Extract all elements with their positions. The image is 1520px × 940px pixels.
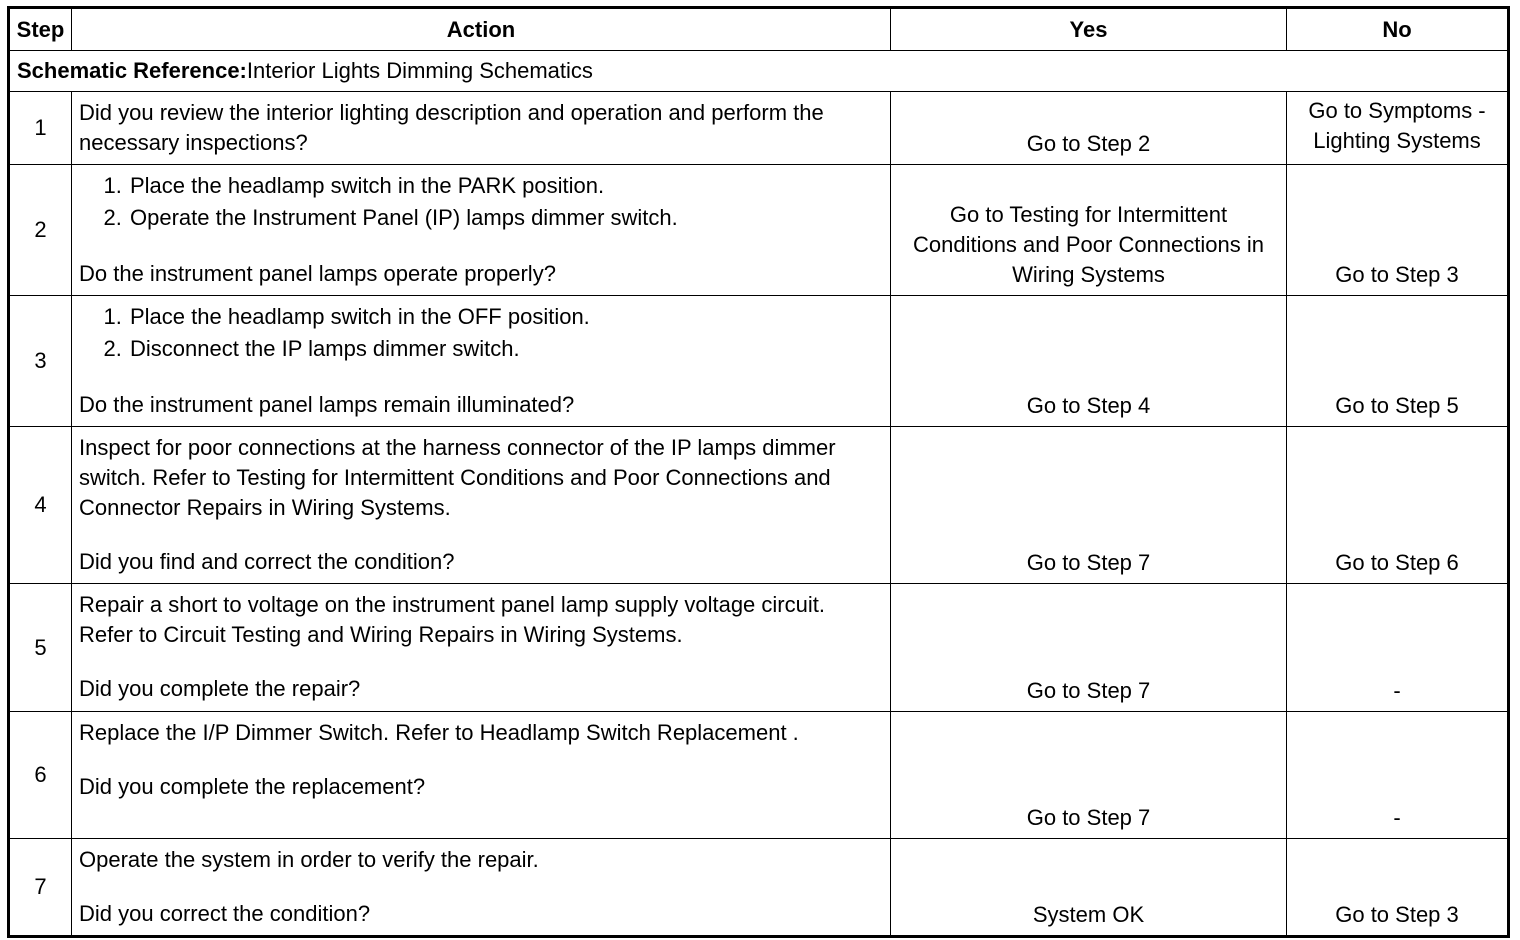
table-row [9, 584, 1509, 712]
no-cell: Go to Step 6 [1287, 427, 1509, 584]
action-cell [72, 92, 891, 165]
action-cell [72, 584, 891, 712]
no-cell: - [1287, 584, 1509, 712]
action-list [79, 171, 883, 233]
step-number: 6 [9, 712, 72, 839]
table-row [9, 92, 1509, 165]
action-question: Did you complete the replacement? [79, 774, 426, 799]
action-cell [72, 165, 891, 296]
header-step: Step [9, 8, 72, 51]
action-cell [72, 839, 891, 937]
header-yes: Yes [891, 8, 1287, 51]
action-cell [72, 427, 891, 584]
header-action: Action [72, 8, 891, 51]
yes-cell: Go to Step 4 [891, 296, 1287, 427]
diagnostic-table [7, 6, 1510, 938]
list-item: 1. Place the headlamp switch in the PARK position. [128, 171, 883, 201]
action-text: Replace the I/P Dimmer Switch. Refer to Headlamp Switch Replacement . [79, 720, 799, 745]
table-row [9, 165, 1509, 296]
action-text: Did you review the interior lighting description and operation and perform the necessary inspections? [79, 100, 824, 155]
step-number: 3 [9, 296, 72, 427]
yes-cell: Go to Step 7 [891, 427, 1287, 584]
yes-cell: Go to Testing for Intermittent Conditions and Poor Connections in Wiring Systems [891, 165, 1287, 296]
yes-cell: Go to Step 2 [891, 92, 1287, 165]
list-item: 2. Disconnect the IP lamps dimmer switch. [128, 334, 883, 364]
step-number: 4 [9, 427, 72, 584]
table-row [9, 296, 1509, 427]
action-text: Repair a short to voltage on the instrument panel lamp supply voltage circuit. Refer to Circuit Testing and Wiring Repairs in Wiring Systems. [79, 592, 825, 647]
table-row [9, 839, 1509, 937]
step-number: 5 [9, 584, 72, 712]
schematic-label: Schematic Reference: [17, 58, 247, 83]
table-row [9, 427, 1509, 584]
action-cell [72, 712, 891, 839]
schematic-reference [9, 51, 1509, 92]
schematic-value: Interior Lights Dimming Schematics [246, 58, 593, 83]
action-question: Did you complete the repair? [79, 676, 361, 701]
no-cell: Go to Step 3 [1287, 165, 1509, 296]
step-number: 1 [9, 92, 72, 165]
action-question: Did you correct the condition? [79, 901, 371, 926]
step-number: 2 [9, 165, 72, 296]
header-row [9, 8, 1509, 51]
schematic-row [9, 51, 1509, 92]
action-list [79, 302, 883, 364]
action-question: Do the instrument panel lamps operate properly? [79, 261, 556, 286]
yes-cell: Go to Step 7 [891, 584, 1287, 712]
header-no: No [1287, 8, 1509, 51]
action-question: Do the instrument panel lamps remain illuminated? [79, 392, 575, 417]
action-text: Operate the system in order to verify the repair. [79, 847, 539, 872]
table-row [9, 712, 1509, 839]
no-cell: - [1287, 712, 1509, 839]
no-cell: Go to Step 5 [1287, 296, 1509, 427]
no-cell: Go to Symptoms - Lighting Systems [1287, 92, 1509, 165]
action-question: Did you find and correct the condition? [79, 549, 455, 574]
no-cell: Go to Step 3 [1287, 839, 1509, 937]
list-item: 1. Place the headlamp switch in the OFF position. [128, 302, 883, 332]
list-item: 2. Operate the Instrument Panel (IP) lamps dimmer switch. [128, 203, 883, 233]
step-number: 7 [9, 839, 72, 937]
yes-cell: System OK [891, 839, 1287, 937]
action-cell [72, 296, 891, 427]
action-text: Inspect for poor connections at the harness connector of the IP lamps dimmer switch. Refer to Testing for Intermittent Conditions and Poor Connections and Connector Repairs in Wiring Systems. [79, 435, 836, 520]
yes-cell: Go to Step 7 [891, 712, 1287, 839]
